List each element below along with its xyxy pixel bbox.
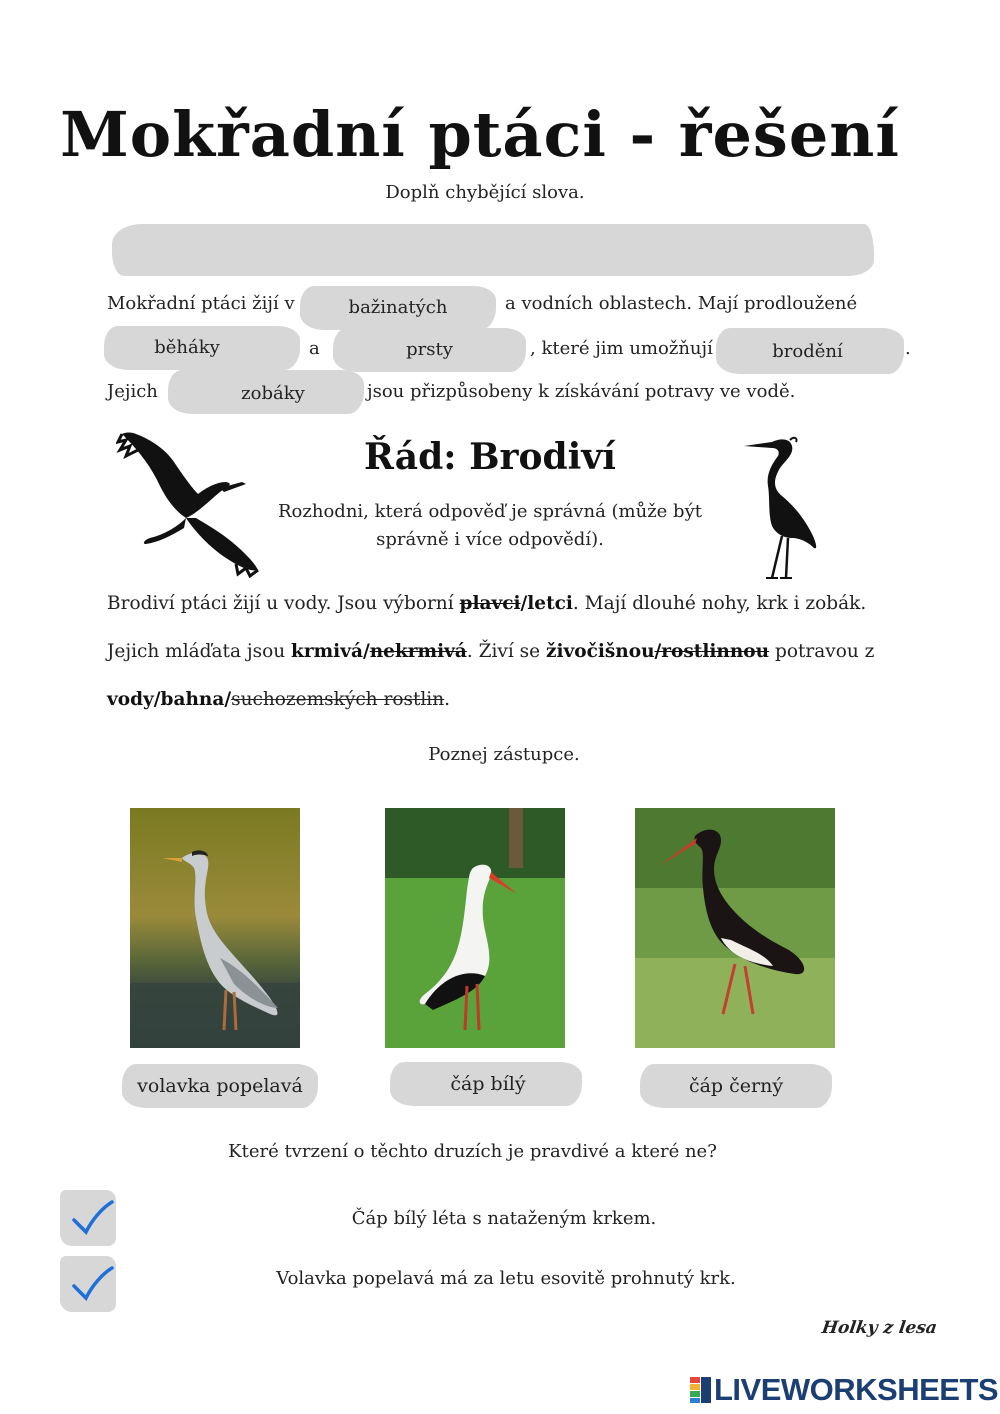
identify-instruction: Poznej zástupce.: [428, 744, 580, 765]
choice-wrong[interactable]: nekrmivá: [369, 641, 467, 662]
answer-behaky: běháky: [154, 337, 220, 358]
bird-name-1: volavka popelavá: [137, 1075, 303, 1097]
choice-wrong[interactable]: /rostlinnou: [654, 641, 770, 662]
choice-sentence-3: [107, 689, 882, 710]
choice-wrong[interactable]: plavci: [459, 593, 521, 614]
choice-text: Jejich mláďata jsou: [107, 641, 292, 662]
statement-1: Čáp bílý léta s nataženým krkem.: [351, 1208, 657, 1229]
choice-sentence-1: [107, 593, 882, 614]
fill-period: .: [905, 338, 911, 359]
live-badge-icon: [690, 1377, 712, 1403]
choice-right[interactable]: krmivá/: [291, 641, 370, 662]
fill-line3-pre: Jejich: [107, 381, 158, 402]
logo-text: LIVEWORKSHEETS: [714, 1372, 999, 1407]
choice-wrong[interactable]: suchozemských rostlin: [231, 689, 445, 710]
choice-text: . Mají dlouhé nohy, krk i zobák.: [572, 593, 867, 614]
signature: Holky z lesa: [820, 1318, 939, 1338]
statement-2: Volavka popelavá má za letu esovitě prohnutý krk.: [276, 1268, 736, 1289]
choice-right[interactable]: vody/bahna/: [107, 689, 232, 710]
choice-right[interactable]: /letci: [520, 593, 573, 614]
grey-heron-photo: [130, 808, 300, 1048]
bird-name-3: čáp černý: [688, 1075, 784, 1097]
brush-stroke-divider: [112, 224, 874, 276]
instruction-fill: Doplň chybějící slova.: [385, 182, 585, 203]
liveworksheets-logo: [690, 1372, 998, 1408]
choice-text: .: [444, 689, 451, 710]
fill-line2-mid: , které jim umožňují: [530, 338, 713, 359]
fill-line3-post: jsou přizpůsobeny k získávání potravy ve vodě.: [367, 381, 796, 402]
bird-name-2: čáp bílý: [450, 1073, 526, 1095]
answer-bazinatych: bažinatých: [348, 297, 448, 318]
answer-zobaky: zobáky: [241, 383, 305, 404]
choice-text: Brodiví ptáci žijí u vody. Jsou výborní: [107, 593, 460, 614]
choice-text: potravou z: [769, 641, 875, 662]
order-heading: Řád: Brodiví: [364, 436, 616, 478]
standing-heron-silhouette-icon: [742, 434, 822, 580]
answer-prsty: prsty: [406, 339, 453, 360]
choice-text: . Živí se: [466, 641, 546, 662]
truefalse-question: Které tvrzení o těchto druzích je pravdivé a které ne?: [228, 1141, 717, 1162]
fill-conj-a: a: [309, 338, 320, 359]
page-title: Mokřadní ptáci - řešení: [60, 98, 900, 171]
order-instruction-line2: správně i více odpovědí).: [376, 529, 604, 550]
fill-line1-pre: Mokřadní ptáci žijí v: [107, 293, 295, 314]
choice-sentence-2: [107, 641, 882, 662]
answer-brodeni: brodění: [772, 341, 843, 362]
order-instruction-line1: Rozhodni, která odpověď je správná (může být: [278, 501, 702, 522]
black-stork-photo: [635, 808, 835, 1048]
choice-right[interactable]: živočišnou: [545, 641, 655, 662]
fill-line1-post: a vodních oblastech. Mají prodloužené: [505, 293, 858, 314]
white-stork-photo: [385, 808, 565, 1048]
order-instruction: [270, 498, 710, 554]
